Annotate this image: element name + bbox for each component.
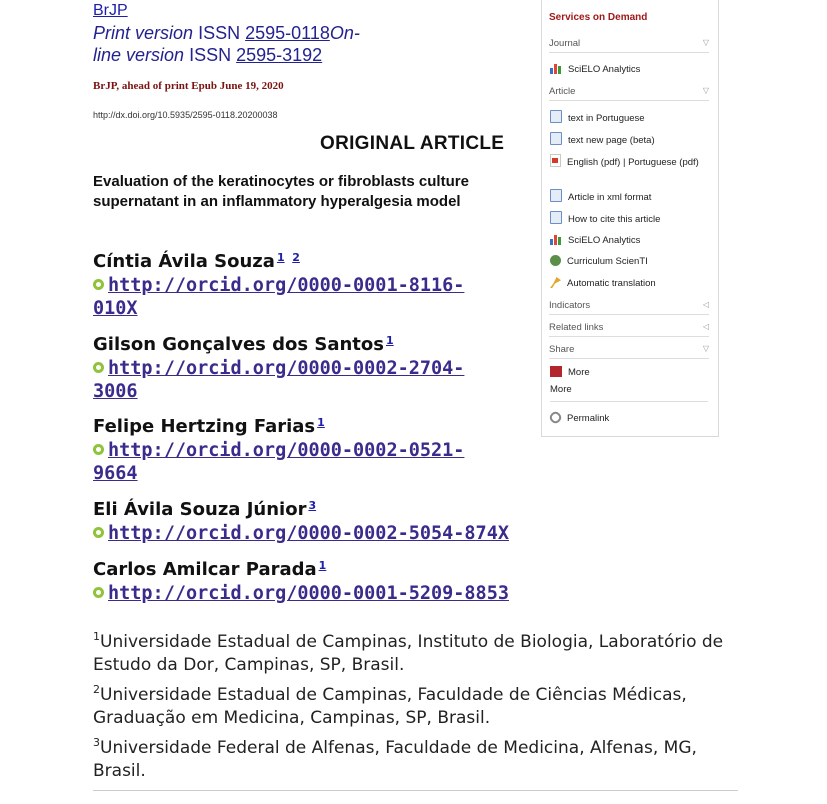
share-mendeley-link[interactable]: More — [550, 366, 710, 379]
orcid-link[interactable]: http://orcid.org/0000-0001-8116- 010X — [93, 275, 465, 319]
translation-link[interactable]: Automatic translation — [550, 277, 710, 290]
services-title: Services on Demand — [549, 12, 648, 23]
affiliation-item: $^3$Universidade Federal de Alfenas, Faculdade de Medicina, Alfenas, MG, Brasil. — [93, 736, 697, 781]
orcid-link[interactable]: http://orcid.org/0000-0002-2704- 3006 — [93, 358, 465, 402]
curriculum-link[interactable]: Curriculum ScienTI — [550, 255, 710, 268]
related-links-toggle[interactable]: Related links ◁ — [549, 322, 709, 337]
orcid-link[interactable]: http://orcid.org/0000-0002-5054-874X — [93, 522, 563, 545]
doi-text: http://dx.doi.org/10.5935/2595-0118.20200038 — [93, 110, 278, 120]
author-name — [93, 554, 563, 582]
author-name-text: Carlos Amilcar Parada — [93, 559, 317, 580]
online-version-label: On- — [329, 23, 360, 43]
author-name-text: Cíntia Ávila Souza — [93, 251, 275, 272]
affiliation-ref-link[interactable]: 1 — [317, 416, 325, 429]
permalink-link[interactable]: Permalink — [550, 412, 710, 425]
scielo-analytics-link[interactable]: SciELO Analytics — [550, 233, 710, 247]
article-section-toggle[interactable]: Article ▽ — [549, 86, 709, 101]
orcid-icon — [93, 279, 104, 290]
mendeley-icon — [550, 366, 562, 377]
orcid-icon — [93, 587, 104, 598]
chevron-down-icon: ▽ — [702, 38, 709, 47]
document-icon — [550, 132, 562, 145]
author-name — [93, 246, 563, 274]
text-portuguese-link[interactable]: text in Portuguese — [550, 110, 710, 125]
issn-print-link[interactable]: 2595-0118 — [245, 23, 330, 43]
scielo-analytics-link[interactable]: SciELO Analytics — [550, 62, 710, 76]
analytics-icon — [550, 233, 562, 245]
epub-info: BrJP, ahead of print Epub June 19, 2020 — [93, 80, 284, 92]
orcid-link[interactable]: http://orcid.org/0000-0001-5209-8853 — [93, 582, 563, 605]
author-name-text: Eli Ávila Souza Júnior — [93, 499, 307, 520]
document-icon — [550, 189, 562, 202]
affiliation-item: $^1$Universidade Estadual de Campinas, Instituto de Biologia, Laboratório de Estudo da Dor, Campinas, SP, Brasil. — [93, 630, 724, 675]
pdf-link[interactable]: English (pdf) | Portuguese (pdf) — [550, 154, 710, 169]
share-toggle[interactable]: Share ▽ — [549, 344, 709, 359]
issn-block — [93, 22, 423, 66]
affiliation-ref-link[interactable]: 1 — [385, 334, 394, 347]
affiliation-item: $^2$Universidade Estadual de Campinas, Faculdade de Ciências Médicas, Graduação em Medicina, Campinas, SP, Brasil. — [93, 683, 687, 728]
author-entry — [93, 246, 563, 320]
author-name-text: Gilson Gonçalves dos Santos — [93, 334, 384, 355]
author-name-text: Felipe Hertzing Farias — [93, 416, 316, 437]
online-version-label-cont: line version — [93, 45, 185, 65]
cite-article-link[interactable]: How to cite this article — [550, 211, 710, 226]
orcid-icon — [93, 444, 104, 455]
indicators-toggle[interactable]: Indicators ◁ — [549, 300, 709, 315]
chevron-down-icon: ▽ — [702, 86, 709, 95]
author-name — [93, 329, 563, 357]
document-icon — [550, 110, 562, 123]
issn-online-link[interactable]: 2595-3192 — [236, 45, 323, 65]
affiliation-ref-link[interactable]: 2 — [292, 251, 300, 264]
chevron-left-icon: ◁ — [702, 300, 709, 309]
link-icon — [548, 410, 564, 426]
author-name — [93, 411, 563, 439]
journal-section-toggle[interactable]: Journal ▽ — [549, 38, 709, 53]
document-icon — [550, 211, 562, 224]
author-entry — [93, 411, 563, 485]
issn-print-prefix: ISSN — [198, 23, 241, 43]
text-new-page-link[interactable]: text new page (beta) — [550, 132, 710, 147]
orcid-icon — [93, 527, 104, 538]
globe-icon — [550, 255, 561, 266]
xml-format-link[interactable]: Article in xml format — [550, 189, 710, 204]
article-title: Evaluation of the keratinocytes or fibroblasts culture supernatant in an inflammatory hyperalgesia model — [93, 173, 469, 210]
analytics-icon — [550, 62, 562, 74]
author-entry — [93, 329, 563, 403]
author-entry — [93, 554, 563, 605]
affiliation-ref-link[interactable]: 1 — [318, 559, 327, 572]
section-heading: ORIGINAL ARTICLE — [320, 133, 505, 154]
print-version-label: Print version — [93, 23, 194, 43]
affiliation-ref-link[interactable]: 3 — [308, 499, 317, 512]
share-more-link[interactable]: More — [550, 384, 708, 402]
chevron-down-icon: ▽ — [702, 344, 709, 353]
author-name — [93, 494, 563, 522]
chevron-left-icon: ◁ — [702, 322, 709, 331]
affiliation-ref-link[interactable]: 1 — [276, 251, 285, 264]
translate-icon — [550, 277, 561, 288]
services-panel — [541, 0, 719, 437]
journal-link[interactable]: BrJP — [93, 2, 128, 19]
pdf-icon — [550, 154, 561, 167]
orcid-icon — [93, 362, 104, 373]
divider — [93, 790, 738, 791]
orcid-link[interactable]: http://orcid.org/0000-0002-0521- 9664 — [93, 440, 465, 484]
author-entry — [93, 494, 563, 545]
issn-online-prefix: ISSN — [189, 45, 232, 65]
